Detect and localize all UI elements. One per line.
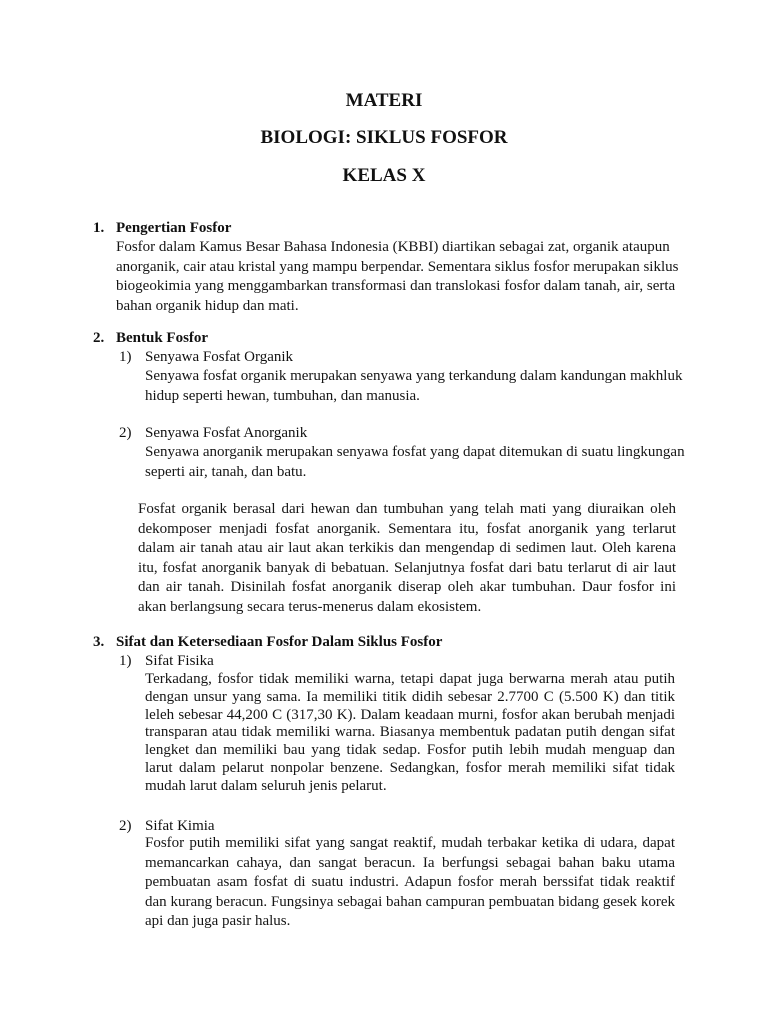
- section-3-heading: Sifat dan Ketersediaan Fosfor Dalam Siklus Fosfor: [116, 634, 443, 650]
- section-2-heading: Bentuk Fosfor: [116, 330, 209, 346]
- section-3-item-1-number: 1): [119, 653, 132, 669]
- section-2-item-2-text: Senyawa anorganik merupakan senyawa fosfat yang dapat ditemukan di suatu lingkungan seperti air, tanah, dan batu.: [145, 444, 685, 480]
- section-2-item-2-number: 2): [119, 425, 132, 441]
- section-3-item-2-number: 2): [119, 818, 132, 834]
- section-3-item-2-text: Fosfor putih memiliki sifat yang sangat reaktif, mudah terbakar ketika di udara, dapat memancarkan cahaya, dan sangat beracun. Ia berfungsi sebagai bahan baku utama pembuatan asam fosfat di suatu industri. Adapun fosfor merah berssifat tidak reaktif dan kurang beracun. Fungsinya sebagai bahan campuran pembuatan bidang gesek korek api dan juga pasir halus.: [145, 835, 675, 929]
- section-3-item-2-heading: Sifat Kimia: [145, 818, 215, 834]
- section-2-closing-paragraph: Fosfat organik berasal dari hewan dan tumbuhan yang telah mati yang diuraikan oleh dekomposer menjadi fosfat anorganik. Sementara itu, fosfat anorganik yang terlarut dalam air tanah atau air laut akan terkikis dan mengendap di sedimen laut. Oleh karena itu, fosfat anorganik banyak di bebatuan. Selanjutnya fosfat dari batu terlarut di air laut dan air tanah. Disinilah fosfat anorganik diserap oleh akar tumbuhan. Daur fosfor ini akan berlangsung secara terus-menerus dalam ekosistem.: [138, 501, 676, 615]
- section-2-item-1-text: Senyawa fosfat organik merupakan senyawa yang terkandung dalam kandungan makhluk hidup seperti hewan, tumbuhan, dan manusia.: [145, 368, 683, 404]
- section-2-item-2-heading: Senyawa Fosfat Anorganik: [145, 425, 308, 441]
- section-3-number: 3.: [93, 634, 105, 650]
- section-1-heading: Pengertian Fosfor: [116, 220, 232, 236]
- doc-class: KELAS X: [342, 165, 426, 186]
- section-1-number: 1.: [93, 220, 105, 236]
- section-1-paragraph: Fosfor dalam Kamus Besar Bahasa Indonesia (KBBI) diartikan sebagai zat, organik ataupun anorganik, cair atau kristal yang mampu berpendar. Sementara siklus fosfor merupakan siklus biogeokimia yang menggambarkan transformasi dan translokasi fosfor dalam tanah, air, serta bahan organik hidup dan mati.: [116, 239, 679, 315]
- section-2-number: 2.: [93, 330, 105, 346]
- section-2-item-1-number: 1): [119, 349, 132, 365]
- doc-title: MATERI: [345, 90, 423, 111]
- section-3-item-1-text: Terkadang, fosfor tidak memiliki warna, tetapi dapat juga berwarna merah atau putih dengan unsur yang sama. Ia memiliki titik didih sebesar 2.7700 C (5.500 K) dan titik leleh sebesar 44,200 C (317,30 K). Dalam keadaan murni, fosfor akan berubah menjadi transparan atau tidak memiliki warna. Biasanya membentuk padatan putih dengan sifat lengket dan memiliki bau yang tidak sedap. Fosfor putih lebih mudah menguap dan larut dalam pelarut nonpolar benzene. Sedangkan, fosfor merah memiliki sifat tidak mudah larut dalam seluruh jenis pelarut.: [145, 671, 675, 794]
- section-2-item-1-heading: Senyawa Fosfat Organik: [145, 349, 294, 365]
- doc-subtitle: BIOLOGI: SIKLUS FOSFOR: [260, 127, 508, 148]
- section-3-item-1-heading: Sifat Fisika: [145, 653, 214, 669]
